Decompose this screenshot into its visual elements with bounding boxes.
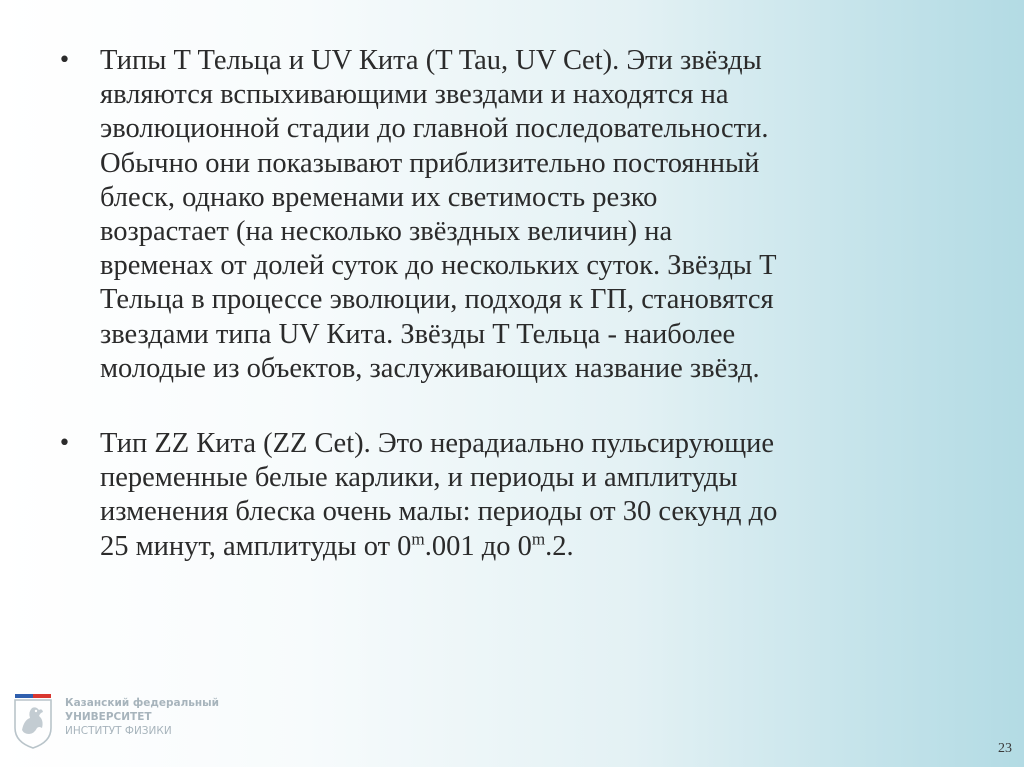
logo-university-name: Казанский федеральный [65, 697, 220, 709]
bullet-icon: • [58, 48, 71, 73]
logo-university-word: УНИВЕРСИТЕТ [65, 711, 152, 723]
text-line: возрастает (на несколько звёздных величин) на [100, 216, 673, 248]
logo-institute-name: ИНСТИТУТ ФИЗИКИ [65, 725, 172, 737]
kfu-emblem-icon [12, 690, 62, 750]
bullet-item-t-tauri [58, 44, 958, 386]
logo-text [65, 696, 219, 738]
text-line: Тип ZZ Кита (ZZ Cet). Это нерадиально пульсирующие [100, 428, 775, 460]
university-logo [12, 690, 222, 756]
magnitude-superscript: m [411, 529, 425, 549]
text-line: Обычно они показывают приблизительно постоянный [100, 147, 760, 179]
text-line: Типы T Тельца и UV Кита (T Tau, UV Cet). Эти звёзды [100, 45, 762, 76]
text-line: переменные белые карлики, и периоды и амплитуды [100, 462, 738, 494]
bullet-item-zz-ceti [58, 427, 958, 564]
text-line-with-superscripts [100, 530, 958, 564]
text-line: являются вспыхивающими звездами и находятся на [100, 79, 729, 111]
text-fragment: .2. [545, 530, 574, 562]
page-number: 23 [998, 741, 1012, 756]
slide-content [58, 44, 958, 605]
text-line: эволюционной стадии до главной последовательности. [100, 113, 769, 145]
bullet-icon: • [58, 431, 71, 457]
text-line: молодые из объектов, заслуживающих название звёзд. [100, 352, 760, 384]
text-line: временах от долей суток до нескольких суток. Звёзды T [100, 250, 777, 282]
text-line: блеск, однако временами их светимость резко [100, 181, 658, 213]
text-line: Тельца в процессе эволюции, подходя к ГП, становятся [100, 284, 774, 316]
text-fragment: 25 минут, амплитуды от 0 [100, 530, 412, 562]
text-line: изменения блеска очень малы: периоды от 30 секунд до [100, 496, 778, 528]
text-fragment: .001 до 0 [424, 530, 532, 562]
text-line: звездами типа UV Кита. Звёзды T Тельца - наиболее [100, 318, 736, 350]
magnitude-superscript: m [531, 529, 546, 549]
